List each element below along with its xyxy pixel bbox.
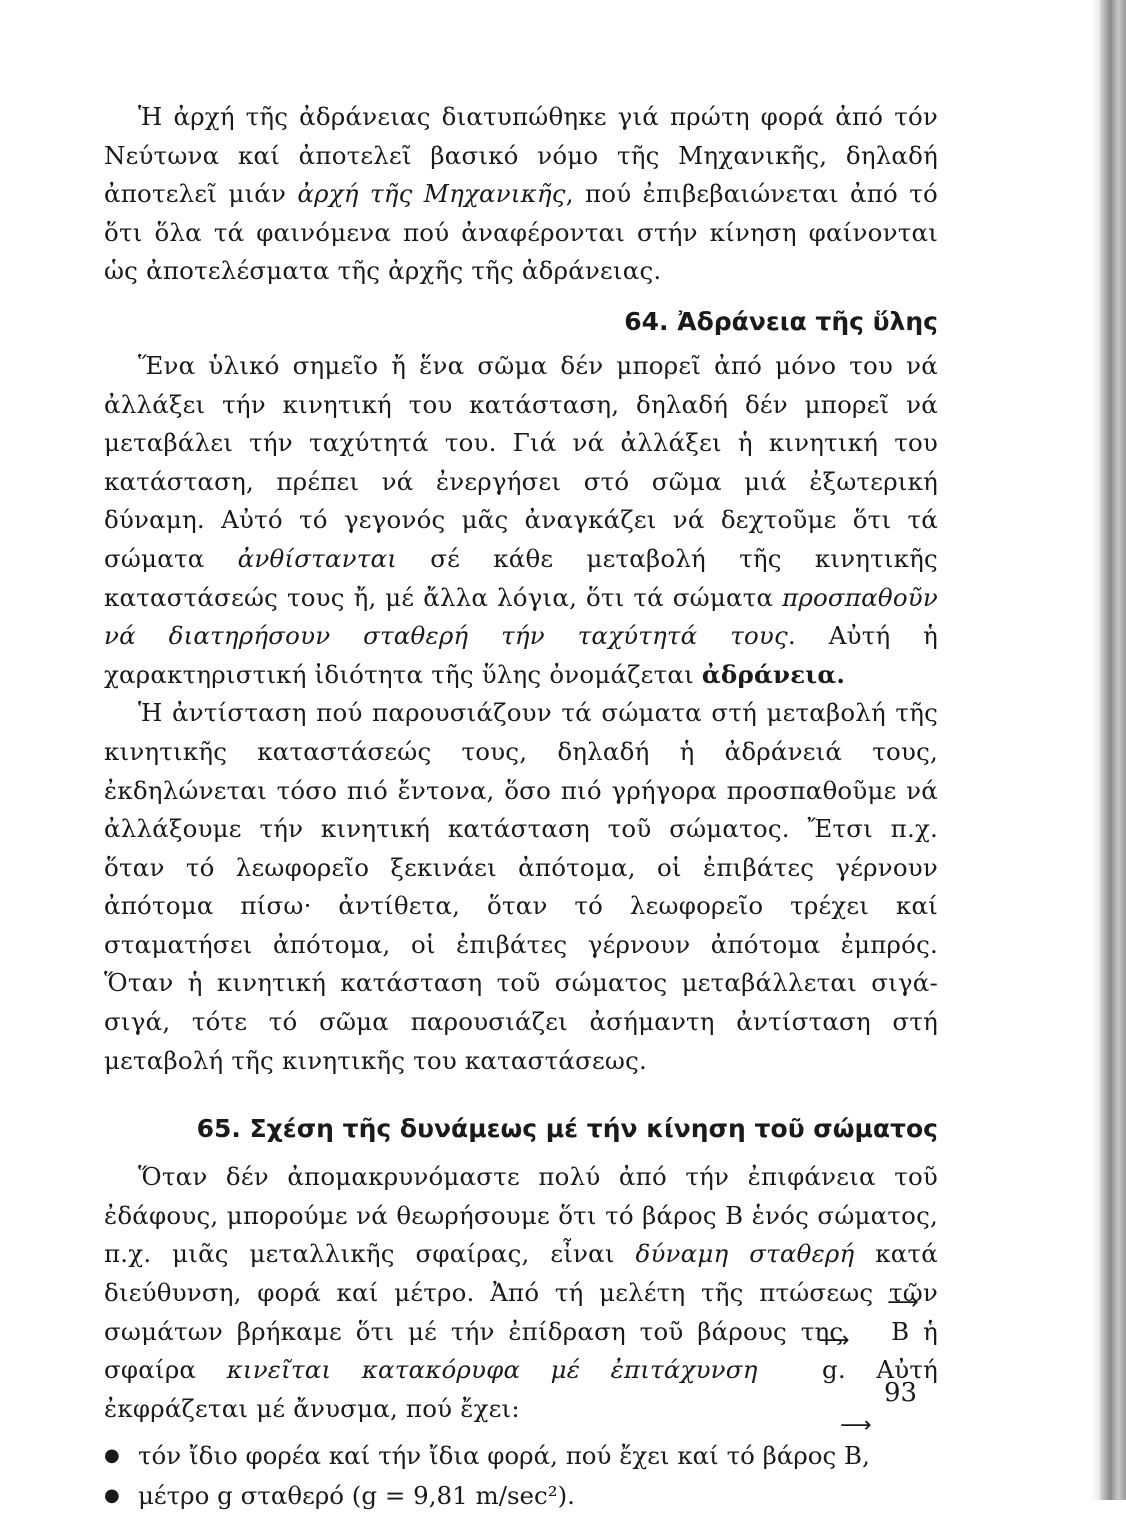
page-gutter-shadow	[1090, 0, 1100, 1500]
vector-B: ⟶ B	[844, 1436, 862, 1476]
section-64-paragraph-1: Ἕνα ὑλικό σημεῖο ἤ ἕνα σῶμα δέν μπορεῖ ἀπό μόνο του νά ἀλλάξει τήν κινητική του κατάσταση, δηλαδή δέν μπορεῖ νά μεταβάλει τήν ταχύτητά του. Γιά νά ἀλλάξει ἡ κινητική του κατάσταση, πρέπει νά ἐνεργήσει στό σῶμα μιά ἐξωτερική δύναμη. Αὐτό τό γεγονός μᾶς ἀναγκάζει νά δεχτοῦμε ὅτι τά σώματα ἀνθίστανται σέ κάθε μεταβολή τῆς κινητικῆς καταστάσεώς τους ἤ, μέ ἄλλα λόγια, ὅτι τά σώματα προσπαθοῦν νά διατηρήσουν σταθερή τήν ταχύτητά τους. Αὐτή ἡ χαρακτηριστική ἰδιότητα τῆς ὕλης ὀνομάζεται ἀδράνεια.	[104, 350, 938, 689]
section-64-paragraph-2: Ἡ ἀντίσταση πού παρουσιάζουν τά σώματα στή μεταβολή τῆς κινητικῆς καταστάσεώς τους, δηλαδή ἡ ἀδράνειά τους, ἐκδηλώνεται τόσο πιό ἔντονα, ὅσο πιό γρήγορα προσπαθοῦμε νά ἀλλάξουμε τήν κινητική κατάσταση τοῦ σώματος. Ἔτσι π.χ. ὅταν τό λεωφορεῖο ξεκινάει ἀπότομα, οἱ ἐπιβάτες γέρνουν ἀπότομα πίσω· ἀντίθετα, ὅταν τό λεωφορεῖο τρέχει καί σταματήσει ἀπότομα, οἱ ἐπιβάτες γέρνουν ἀπότομα ἐμπρός. Ὅταν ἡ κινητική κατάσταση τοῦ σώματος μεταβάλλεται σιγά-σιγά, τότε τό σῶμα παρουσιάζει ἀσήμαντη ἀντίσταση στή μεταβολή τῆς κινητικῆς του καταστάσεως.	[104, 698, 938, 1075]
term-inertia: ἀδράνεια.	[701, 659, 846, 689]
intro-emphasis: ἀρχή τῆς Μηχανικῆς	[297, 179, 566, 209]
section-65-heading: 65. Σχέση τῆς δυνάμεως μέ τήν κίνηση τοῦ σώματος	[196, 1114, 938, 1144]
list-item: ● μέτρο g σταθερό (g = 9,81 m/sec²).	[104, 1476, 938, 1516]
page-number: 93	[884, 1378, 918, 1408]
section-65-paragraph-1: Ὅταν δέν ἀπομακρυνόμαστε πολύ ἀπό τήν ἐπιφάνεια τοῦ ἐδάφους, μπορούμε νά θεωρήσουμε ὅτι τό βάρος Β ἑνός σώματος, π.χ. μιᾶς μεταλλικῆς σφαίρας, εἶναι δύναμη σταθερή κατά διεύθυνση, φορά καί μέτρο. Ἀπό τή μελέτη τῆς πτώσεως τῶν σωμάτων βρήκαμε ὅτι μέ τήν ἐπίδραση τοῦ βάρους της ⟶ B ἡ σφαίρα κινεῖται κατακόρυφα μέ ἐπιτάχυνση ⟶ g. Αὐτή ἐκφράζεται μέ ἄνυσμα, πού ἔχει:	[104, 1158, 938, 1428]
list-item: ● τόν ἴδιο φορέα καί τήν ἴδια φορά, πού ἔχει καί τό βάρος ⟶ B,	[104, 1436, 938, 1476]
vector-g: ⟶ g	[788, 1351, 838, 1390]
book-page-edges	[1100, 0, 1126, 1500]
vector-properties-list	[104, 1436, 938, 1516]
section-64-heading: 64. Ἀδράνεια τῆς ὕλης	[624, 306, 938, 336]
intro-paragraph: Ἡ ἀρχή τῆς ἀδράνειας διατυπώθηκε γιά πρώτη φορά ἀπό τόν Νεύτωνα καί ἀποτελεῖ βασικό νόμο τῆς Μηχανικῆς, δηλαδή ἀποτελεῖ μιάν ἀρχή τῆς Μηχανικῆς, πού ἐπιβεβαιώνεται ἀπό τό ὅτι ὅλα τά φαινόμενα πού ἀναφέρονται στήν κίνηση φαίνονται ὡς ἀποτελέσματα τῆς ἀρχῆς τῆς ἀδράνειας.	[104, 102, 938, 286]
page-content	[104, 98, 938, 1516]
vector-B: ⟶ B	[857, 1313, 909, 1352]
